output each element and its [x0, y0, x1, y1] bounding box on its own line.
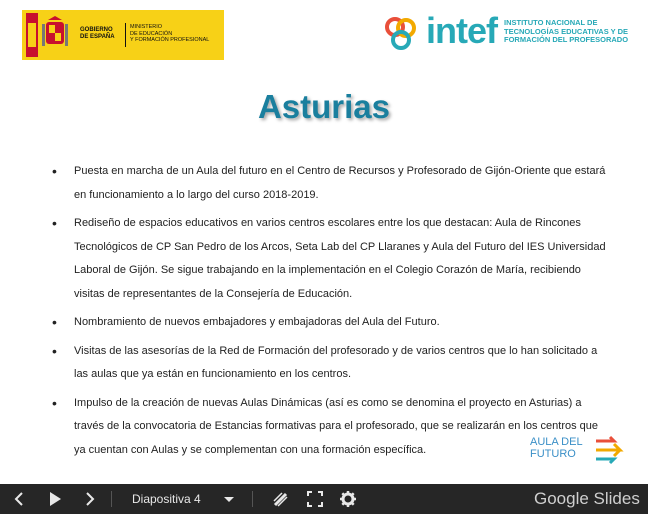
bullet-item: • Nombramiento de nuevos embajadores y embajadoras del Aula del Futuro. [48, 311, 608, 335]
fullscreen-icon[interactable] [306, 490, 324, 508]
play-icon[interactable] [46, 490, 64, 508]
google-slides-brand: Google Slides [534, 489, 640, 508]
bullet-item: • Impulso de la creación de nuevas Aulas Dinámicas (así es como se denomina el proyecto en Asturias) a través de la convocatoria de Estancias formativas para el profesorado, que se realizarán en los centros que ya cuentan con Aulas y se complementan con una formación específica. [48, 392, 608, 463]
previous-icon[interactable] [11, 490, 29, 508]
intef-wordmark: intef [426, 10, 497, 51]
intef-logo [381, 10, 631, 54]
dropdown-icon[interactable] [220, 490, 238, 508]
logo-divider [125, 23, 126, 47]
presentation-toolbar [0, 484, 648, 514]
next-icon[interactable] [80, 490, 98, 508]
intef-rings-icon [381, 14, 421, 54]
aula-del-futuro-logo [530, 433, 626, 467]
settings-icon[interactable] [339, 490, 357, 508]
slide-selector[interactable]: Diapositiva 4 [132, 492, 201, 506]
toolbar-divider [111, 491, 112, 507]
bullet-item: • Rediseño de espacios educativos en varios centros escolares entre los que destacan: Aula de Rincones Tecnológicos de CP San Pedro de los Arcos, Seta Lab del CP Llaranes y Aula del Futuro del IES Universidad Laboral de Gijón. Se sigue trabajando en la implementación en el Colegio Corazón de María, recibiendo visitas de representantes de la Consejería de Educación. [48, 212, 608, 306]
aula-arrow-icon [592, 433, 626, 467]
bullet-item: • Puesta en marcha de un Aula del futuro en el Centro de Recursos y Profesorado de Gijón-Oriente que estará en funcionamiento a lo largo del curso 2018-2019. [48, 160, 608, 207]
gobierno-text: GOBIERNO DE ESPAÑA [80, 27, 115, 40]
laser-pointer-icon[interactable] [272, 490, 290, 508]
coat-of-arms-icon [42, 16, 68, 52]
toolbar-divider [252, 491, 253, 507]
spain-flag-icon [26, 13, 38, 57]
bullet-list [48, 160, 608, 467]
aula-del-futuro-text: AULA DEL FUTURO [530, 436, 583, 460]
gobierno-de-espana-logo [22, 10, 224, 60]
bullet-item: • Visitas de las asesorías de la Red de Formación del profesorado y de varios centros que lo han solicitado a las aulas que ya están en funcionamiento en los centros. [48, 340, 608, 387]
intef-subtitle: INSTITUTO NACIONAL DE TECNOLOGÍAS EDUCATIVAS Y DE FORMACIÓN DEL PROFESORADO [504, 18, 629, 44]
slide-title: Asturias [257, 88, 391, 125]
ministerio-text: MINISTERIO DE EDUCACIÓN Y FORMACIÓN PROFESIONAL [130, 24, 210, 43]
